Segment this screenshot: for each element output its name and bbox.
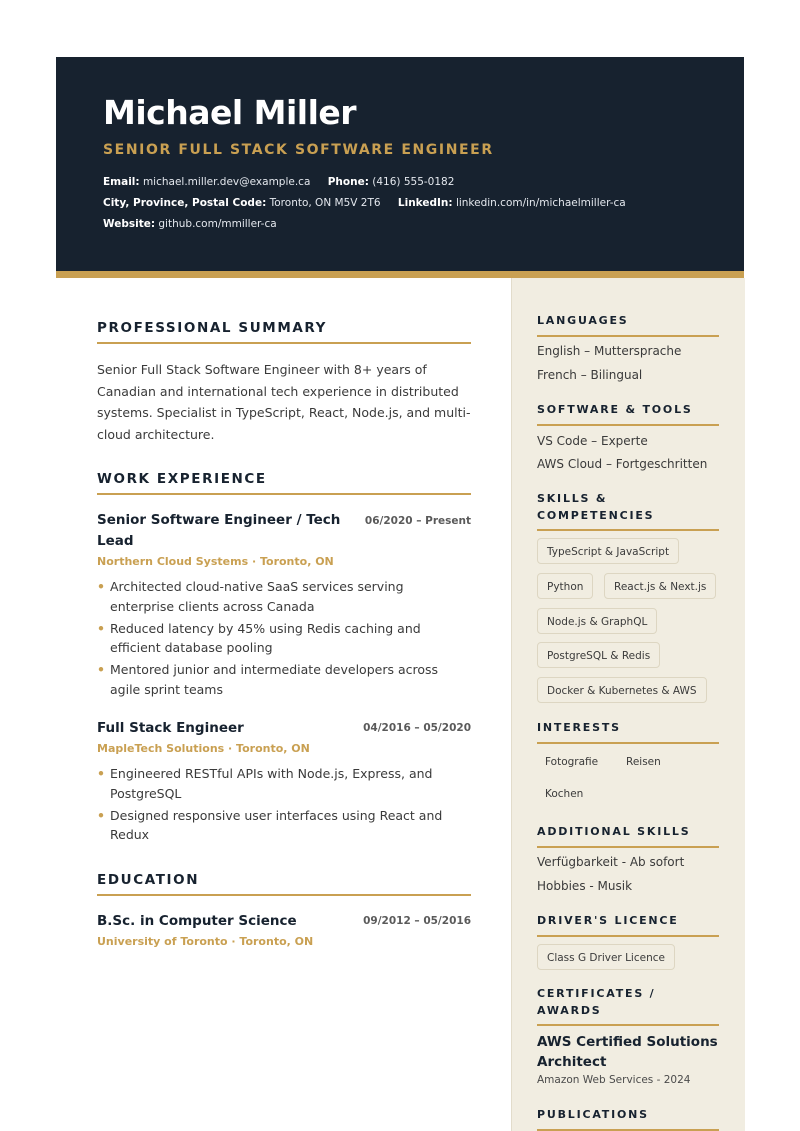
summary-text: Senior Full Stack Software Engineer with 8+ years of Canadian and international tech experience in distributed systems. Specialist in TypeScript, React, Node.js, and multi-cloud architecture. (97, 362, 471, 442)
skill-tag: React.js & Next.js (604, 573, 716, 599)
header-divider (56, 271, 744, 278)
certificate-name: AWS Certified Solutions Architect (537, 1034, 718, 1070)
list-item: • Architected cloud-native SaaS services serving enterprise clients across Canada (97, 577, 471, 616)
sidebar (511, 278, 745, 1131)
job-bullets (97, 764, 471, 847)
language-item: French – Bilingual (537, 368, 643, 382)
language-item: English – Muttersprache (537, 344, 682, 358)
list-item: • Reduced latency by 45% using Redis caching and efficient database pooling (97, 619, 471, 658)
additional-skill-item: Verfügbarkeit - Ab sofort (537, 855, 685, 869)
job-title: Full Stack Engineer (97, 720, 244, 736)
job-dates: 06/2020 – Present (364, 515, 471, 527)
software-heading: SOFTWARE & TOOLS (537, 402, 719, 426)
licence-heading: DRIVER'S LICENCE (537, 913, 719, 937)
skill-tag: Node.js & GraphQL (537, 608, 657, 634)
list-item: • Mentored junior and intermediate developers across agile sprint teams (97, 660, 471, 699)
resume-page (56, 57, 744, 1131)
software-item: AWS Cloud – Fortgeschritten (537, 457, 708, 471)
location-value: Toronto, ON M5V 2T6 (269, 197, 381, 209)
candidate-name: Michael Miller (103, 93, 357, 132)
website-label: Website: (103, 218, 156, 230)
contact-line-1 (103, 176, 454, 188)
interest-item: Reisen (626, 756, 661, 768)
interests-heading: INTERESTS (537, 720, 719, 744)
skill-tag: TypeScript & JavaScript (537, 538, 679, 564)
licence-tag: Class G Driver Licence (537, 944, 675, 970)
list-item: • Designed responsive user interfaces using React and Redux (97, 806, 471, 845)
skill-tag: Python (537, 573, 593, 599)
candidate-title: SENIOR FULL STACK SOFTWARE ENGINEER (103, 142, 494, 158)
summary-heading: PROFESSIONAL SUMMARY (97, 320, 471, 344)
additional-skills-heading: ADDITIONAL SKILLS (537, 824, 719, 848)
skill-tag: Docker & Kubernetes & AWS (537, 677, 707, 703)
job-company: Northern Cloud Systems · Toronto, ON (97, 555, 334, 568)
resume-header (56, 57, 744, 271)
software-item: VS Code – Experte (537, 434, 648, 448)
website-link[interactable]: github.com/mmiller-ca (158, 218, 277, 230)
linkedin-link[interactable]: linkedin.com/in/michaelmiller-ca (455, 197, 626, 209)
languages-heading: LANGUAGES (537, 313, 719, 337)
phone-value[interactable]: (416) 555-0182 (372, 176, 455, 188)
publications-heading: PUBLICATIONS (537, 1107, 719, 1131)
job-bullets (97, 577, 471, 702)
job-company: MapleTech Solutions · Toronto, ON (97, 742, 310, 755)
phone-label: Phone: (327, 176, 369, 188)
list-item: • Engineered RESTful APIs with Node.js, Express, and PostgreSQL (97, 764, 471, 803)
education-dates: 09/2012 – 05/2016 (363, 915, 471, 927)
contact-line-3 (103, 218, 277, 230)
education-school: University of Toronto · Toronto, ON (97, 935, 314, 948)
certificate-issuer: Amazon Web Services - 2024 (537, 1074, 691, 1086)
interest-item: Fotografie (545, 756, 599, 768)
education-heading: EDUCATION (97, 872, 471, 896)
location-label: City, Province, Postal Code: (103, 197, 267, 209)
skills-heading: SKILLS & COMPETENCIES (537, 491, 719, 531)
linkedin-label: LinkedIn: (397, 197, 453, 209)
skill-tag: PostgreSQL & Redis (537, 642, 660, 668)
job-dates: 04/2016 – 05/2020 (363, 722, 471, 734)
contact-line-2 (103, 197, 626, 209)
email-value[interactable]: michael.miller.dev@example.ca (142, 176, 311, 188)
job-title: Senior Software Engineer / Tech Lead (97, 512, 341, 549)
certificates-heading: CERTIFICATES / AWARDS (537, 986, 719, 1026)
interest-item: Kochen (545, 788, 584, 800)
experience-heading: WORK EXPERIENCE (97, 471, 471, 495)
education-degree: B.Sc. in Computer Science (97, 913, 297, 929)
email-label: Email: (103, 176, 140, 188)
additional-skill-item: Hobbies - Musik (537, 879, 633, 893)
